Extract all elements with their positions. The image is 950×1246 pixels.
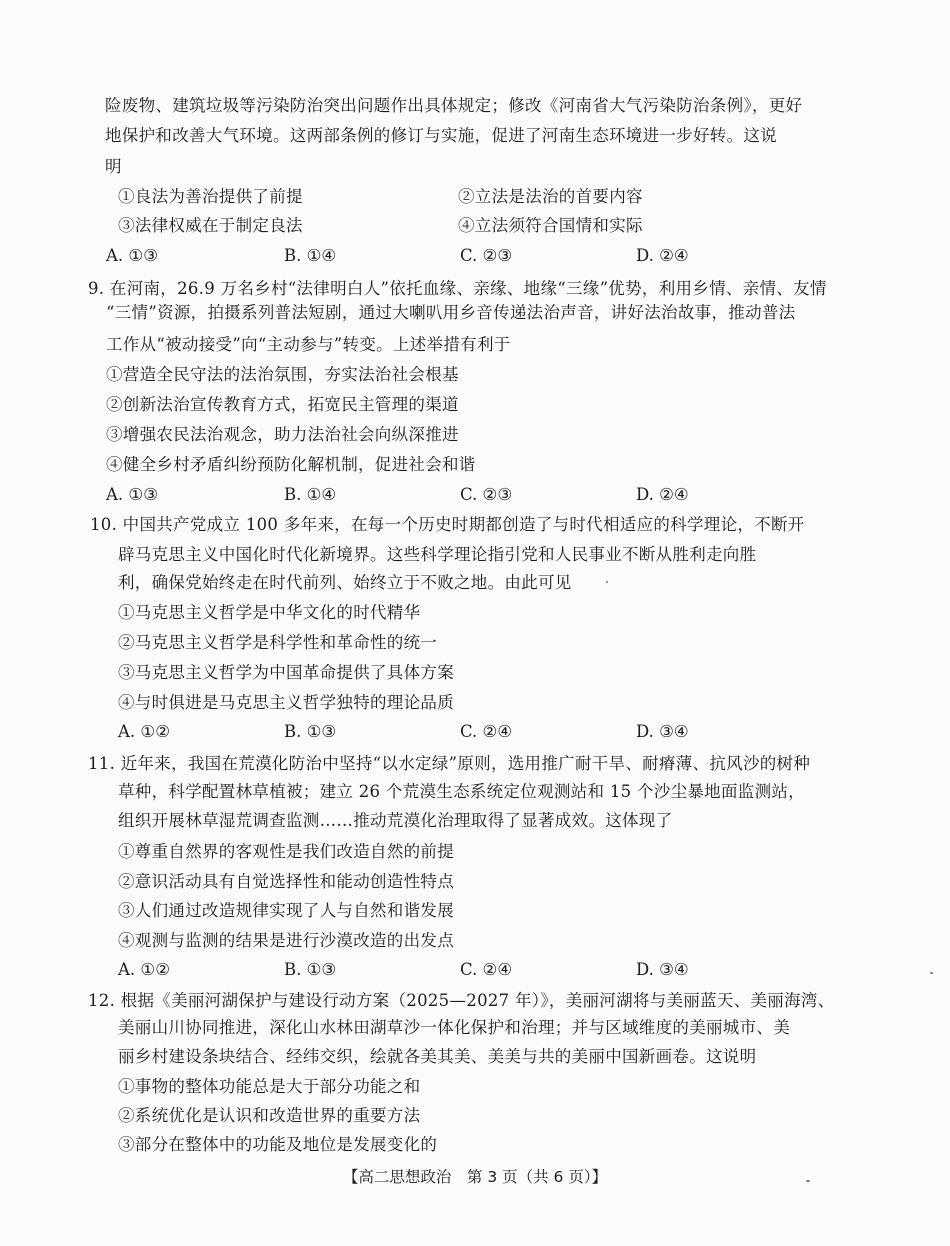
scan-speck	[930, 972, 933, 974]
q10-option-2: ②马克思主义哲学是科学性和革命性的统一	[118, 633, 438, 652]
q8-stem-line-3: 明	[105, 157, 122, 176]
page-footer: 【高二思想政治 第 3 页（共 6 页）】	[342, 1168, 608, 1186]
q9-option-2: ②创新法治宣传教育方式，拓宽民主管理的渠道	[106, 395, 459, 414]
q10-answer-b: B. ①③	[284, 722, 337, 741]
q8-stem-line-1: 险废物、建筑垃圾等污染防治突出问题作出具体规定；修改《河南省大气污染防治条例》，更好	[105, 96, 803, 115]
q9-answer-b: B. ①④	[284, 485, 337, 504]
q9-option-1: ①营造全民守法的法治氛围，夯实法治社会根基	[106, 365, 459, 384]
q11-stem-line-2: 草种，科学配置林草植被；建立 26 个荒漠生态系统定位观测站和 15 个沙尘暴地面监测站，	[118, 782, 805, 801]
q9-answer-a: A. ①③	[106, 485, 158, 504]
q12-stem-line-3: 丽乡村建设条块结合、经纬交织，绘就各美其美、美美与共的美丽中国新画卷。这说明	[118, 1047, 757, 1066]
q8-answer-d: D. ②④	[636, 246, 689, 265]
q8-option-2: ②立法是法治的首要内容	[458, 187, 643, 206]
q10-stem-line-3: 利，确保党始终走在时代前列、始终立于不败之地。由此可见	[118, 573, 572, 592]
q10-option-3: ③马克思主义哲学为中国革命提供了具体方案	[118, 663, 454, 682]
q12-stem-line-1: 12. 根据《美丽河湖保护与建设行动方案（2025—2027 年）》，美丽河湖将与美丽蓝天、美丽海湾、	[88, 991, 835, 1010]
q10-answer-d: D. ③④	[636, 722, 689, 741]
q11-stem-line-3: 组织开展林草湿荒调查监测……推动荒漠化治理取得了显著成效。这体现了	[118, 811, 673, 830]
q11-option-4: ④观测与监测的结果是进行沙漠改造的出发点	[118, 931, 454, 950]
q12-option-3: ③部分在整体中的功能及地位是发展变化的	[118, 1135, 438, 1154]
q8-option-1: ①良法为善治提供了前提	[118, 187, 303, 206]
q9-stem-line-2: “三情”资源，拍摄系列普法短剧，通过大喇叭用乡音传递法治声音，讲好法治故事，推动普法	[106, 303, 796, 322]
q10-answer-a: A. ①②	[118, 722, 170, 741]
q11-stem-line-1: 11. 近年来，我国在荒漠化防治中坚持“以水定绿”原则，选用推广耐干旱、耐瘠薄、抗风沙的树种	[88, 754, 811, 773]
q9-answer-c: C. ②③	[460, 485, 513, 504]
q11-answer-d: D. ③④	[636, 960, 689, 979]
scan-speck	[606, 581, 608, 583]
q8-option-4: ④立法须符合国情和实际	[458, 216, 643, 235]
q10-option-4: ④与时俱进是马克思主义哲学独特的理论品质	[118, 693, 454, 712]
q12-stem-line-2: 美丽山川协同推进，深化山水林田湖草沙一体化保护和治理；并与区域维度的美丽城市、美	[118, 1018, 790, 1037]
q11-option-2: ②意识活动具有自觉选择性和能动创造性特点	[118, 872, 454, 891]
q9-stem-line-3: 工作从“被动接受”向“主动参与”转变。上述举措有利于	[106, 335, 511, 354]
q9-option-4: ④健全乡村矛盾纠纷预防化解机制，促进社会和谐	[106, 455, 476, 474]
q12-option-2: ②系统优化是认识和改造世界的重要方法	[118, 1106, 421, 1125]
q10-option-1: ①马克思主义哲学是中华文化的时代精华	[118, 603, 421, 622]
q12-option-1: ①事物的整体功能总是大于部分功能之和	[118, 1077, 421, 1096]
q10-stem-line-2: 辟马克思主义中国化时代化新境界。这些科学理论指引党和人民事业不断从胜利走向胜	[118, 545, 757, 564]
q9-answer-d: D. ②④	[636, 485, 689, 504]
scan-speck	[806, 1180, 810, 1182]
q9-stem-line-1: 9. 在河南，26.9 万名乡村“法律明白人”依托血缘、亲缘、地缘“三缘”优势，利用乡情、亲情、友情	[88, 279, 827, 298]
q10-answer-c: C. ②④	[460, 722, 513, 741]
q8-option-3: ③法律权威在于制定良法	[118, 216, 303, 235]
q9-option-3: ③增强农民法治观念，助力法治社会向纵深推进	[106, 425, 459, 444]
q11-answer-b: B. ①③	[284, 960, 337, 979]
q8-answer-c: C. ②③	[460, 246, 513, 265]
q11-option-3: ③人们通过改造规律实现了人与自然和谐发展	[118, 901, 454, 920]
q8-answer-b: B. ①④	[284, 246, 337, 265]
q11-answer-c: C. ②④	[460, 960, 513, 979]
q11-answer-a: A. ①②	[118, 960, 170, 979]
q10-stem-line-1: 10. 中国共产党成立 100 多年来，在每一个历史时期都创造了与时代相适应的科学理论，不断开	[90, 515, 805, 534]
q8-answer-a: A. ①③	[106, 246, 158, 265]
q11-option-1: ①尊重自然界的客观性是我们改造自然的前提	[118, 842, 454, 861]
q8-stem-line-2: 地保护和改善大气环境。这两部条例的修订与实施，促进了河南生态环境进一步好转。这说	[105, 126, 777, 145]
